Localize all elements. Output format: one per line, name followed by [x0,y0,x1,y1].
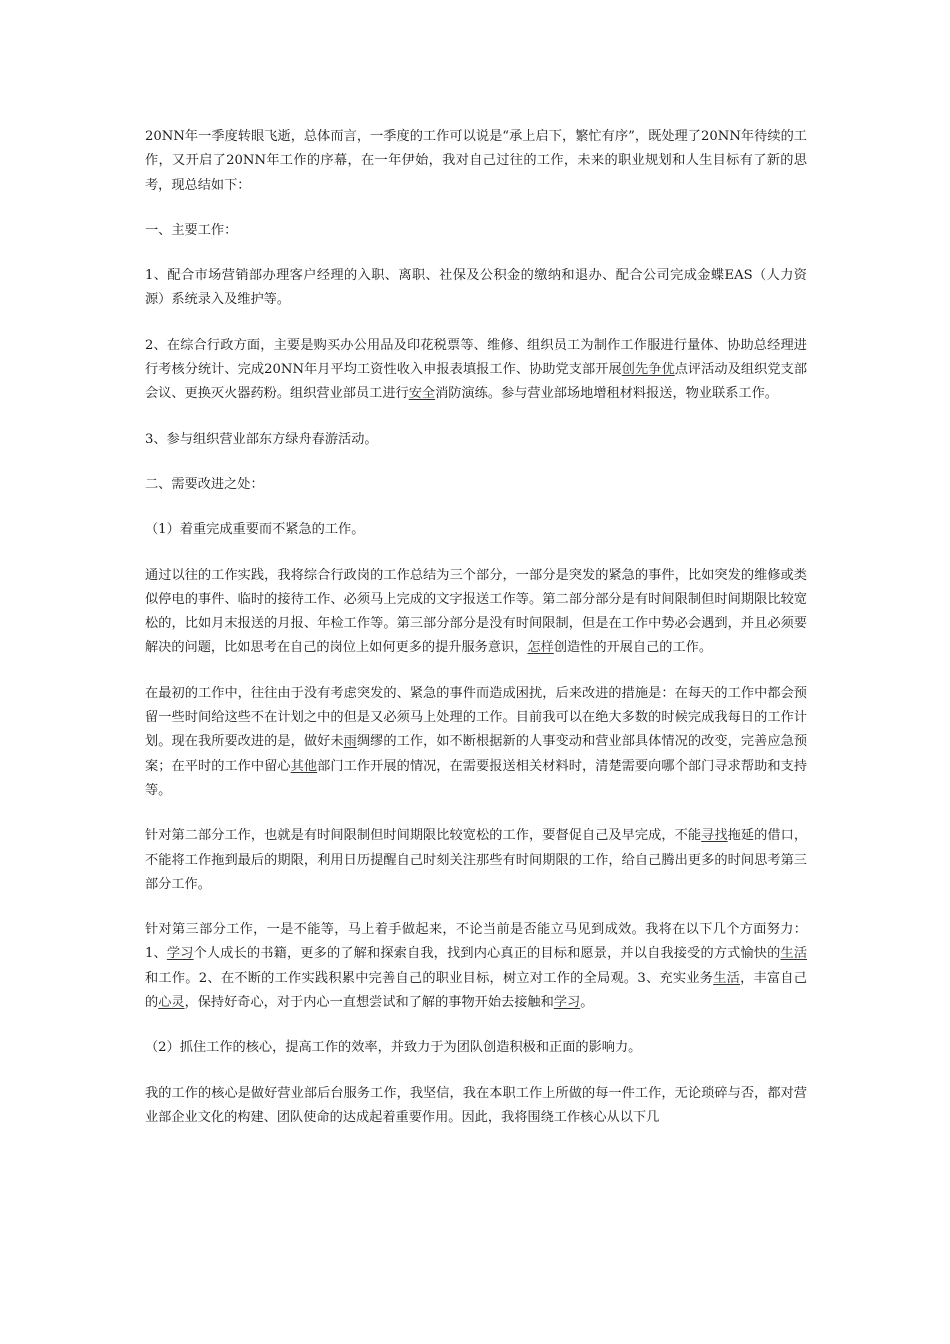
paragraph-text: 和工作。2、在不断的工作实践积累中完善自己的职业目标，树立对工作的全局观。3、充实业务 [145,970,714,986]
inline-link[interactable]: 学习 [166,946,194,962]
paragraph-text: 一、主要工作： [145,222,238,238]
paragraph-text: 部门工作开展的情况，在需要报送相关材料时，清楚需要向哪个部门寻求帮助和支持等。 [145,758,808,798]
inline-link[interactable]: 其他 [290,758,318,774]
inline-link[interactable]: 生活 [780,946,808,962]
paragraph-text: 在最初的工作中，往往由于没有考虑突发的、紧急的事件而造成困扰，后来改进的措施是：在每天的工作中都会预留一些时间给这些不在计划之中的但是又必须马上处理的工作。目前我可以在绝大多数的时候完成我每日的工作计划。现在我所要改进的是，做好未 [145,685,807,750]
paragraph-text: （1）着重完成重要而不紧急的工作。 [145,522,365,538]
paragraph-text: 针对第三部分工作，一是不能等，马上着手做起来，不论当前是否能立马见到成效。我将在以下几个方面努力：1、 [145,922,807,962]
inline-link[interactable]: 学习 [553,995,581,1011]
inline-link[interactable]: 心灵 [158,995,185,1011]
inline-link[interactable]: 创先争优 [621,362,675,378]
paragraph-text: 通过以往的工作实践，我将综合行政岗的工作总结为三个部分，一部分是突发的紧急的事件，比如突发的维修或类似停电的事件、临时的接待工作、必须马上完成的文字报送工作等。第二部分部分是有时间限制但时间期限比较宽松的，比如月末报送的月报、年检工作等。第三部分部分是没有时间限制，但是在工作中势必会遇到，并且必须要解决的问题，比如思考在自己的岗位上如何更多的提升服务意识， [145,567,807,656]
paragraph-text: 绸缪的工作，如不断根据新的人事变动和营业部具体情况的改变，完善应急预案；在平时的工作中留心 [145,734,808,774]
paragraph-item-2 [145,334,807,407]
paragraph-text: 消防演练。参与营业部场地增租材料报送，物业联系工作。 [435,386,778,402]
paragraph-sub-1-body-1 [145,564,807,661]
paragraph-text: 1、配合市场营销部办理客户经理的入职、离职、社保及公积金的缴纳和退办、配合公司完成金蝶EAS（人力资源）系统录入及维护等。 [145,268,807,308]
paragraph-text: （2）抓住工作的核心，提高工作的效率，并致力于为团队创造积极和正面的影响力。 [145,1040,642,1056]
paragraph-text: 。 [580,995,594,1011]
inline-link[interactable]: 雨 [343,734,357,750]
paragraph-text: ，保持好奇心，对于内心一直想尝试和了解的事物开始去接触和 [184,995,554,1011]
paragraph-text: ，丰富自己的 [145,970,807,1011]
document-body [145,125,807,1151]
inline-link[interactable]: 安全 [408,386,436,402]
paragraph-text: 针对第二部分工作，也就是有时间限制但时间期限比较宽松的工作，要督促自己及早完成，不能 [145,828,702,844]
paragraph-text: 点评活动及组织党支部会议、更换灭火器药粉。组织营业部员工进行 [145,362,808,402]
paragraph-text: 拖延的借口，不能将工作拖到最后的期限，利用日历提醒自己时刻关注那些有时间期限的工作，给自己腾出更多的时间思考第三部分工作。 [145,828,808,892]
paragraph-item-1 [145,264,807,313]
inline-link[interactable]: 生活 [713,970,741,986]
paragraph-text: 20NN年一季度转眼飞逝，总体而言，一季度的工作可以说是“承上启下，繁忙有序”，既处理了20NN年待续的工作，又开启了20NN年工作的序幕，在一年伊始，我对自己过往的工作，未来的职业规划和人生目标有了新的思考，现总结如下： [145,129,807,193]
inline-link[interactable]: 寻找 [701,828,728,844]
inline-link[interactable]: 怎样 [527,640,554,656]
paragraph-section-2-heading [145,473,807,497]
paragraph-sub-1-body-3 [145,824,807,897]
paragraph-sub-2-body-1 [145,1082,807,1131]
paragraph-text: 2、在综合行政方面，主要是购买办公用品及印花税票等、维修、组织员工为制作工作服进行量体、协助总经理进行考核分统计、完成20NN年月平均工资性收入申报表填报工作、协助党支部开展 [145,337,807,378]
paragraph-text: 二、需要改进之处： [145,476,264,492]
paragraph-sub-1-body-4 [145,918,807,1015]
paragraph-text: 个人成长的书籍，更多的了解和探索自我，找到内心真正的目标和愿景，并以自我接受的方式愉快的 [193,946,781,962]
paragraph-text: 3、参与组织营业部东方绿舟春游活动。 [145,431,378,447]
paragraph-section-1-heading [145,219,807,243]
paragraph-sub-1-heading [145,518,807,542]
paragraph-sub-2-heading [145,1036,807,1060]
paragraph-intro [145,125,807,198]
paragraph-text: 创造性的开展自己的工作。 [553,640,713,656]
paragraph-item-3 [145,428,807,452]
paragraph-text: 我的工作的核心是做好营业部后台服务工作，我坚信，我在本职工作上所做的每一件工作，无论琐碎与否，都对营业部企业文化的构建、团队使命的达成起着重要作用。因此，我将围绕工作核心从以下几 [145,1085,807,1125]
paragraph-sub-1-body-2 [145,682,807,803]
